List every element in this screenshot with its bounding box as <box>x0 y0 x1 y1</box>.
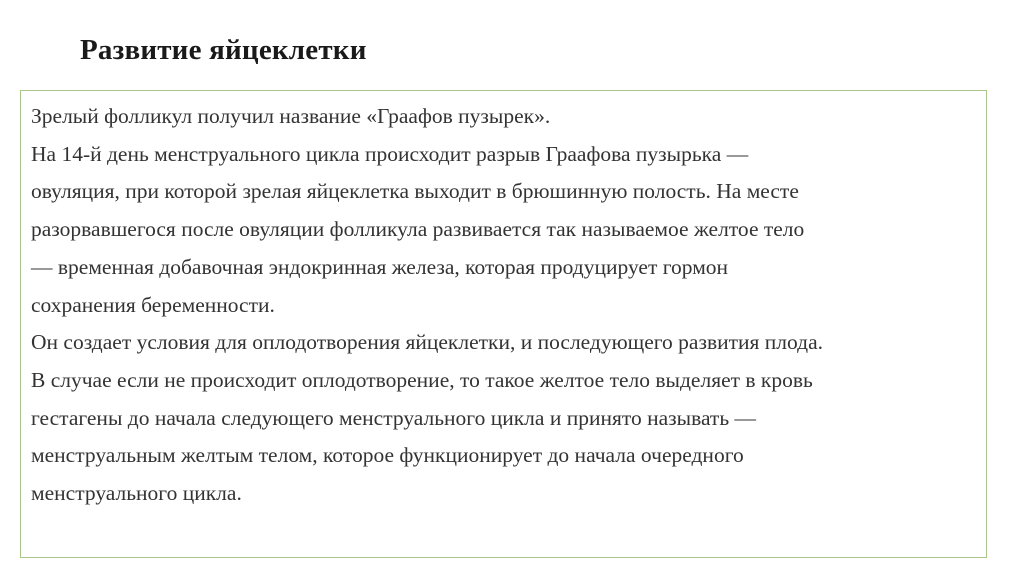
text-line: Зрелый фолликул получил название «Граафов пузырек». <box>31 104 551 128</box>
text-line: Он создает условия для оплодотворения яйцеклетки, и последующего развития плода. <box>31 330 824 355</box>
text-line: менструального цикла. <box>31 481 242 506</box>
text-line: сохранения беременности. <box>31 292 275 317</box>
content-box <box>20 90 987 558</box>
text-line: — временная добавочная эндокринная железа, которая продуцирует гормон <box>31 254 729 279</box>
text-line: На 14-й день менструального цикла происходит разрыв Граафова пузырька — <box>31 141 749 166</box>
text-line: гестагены до начала следующего менструального цикла и принято называть — <box>31 405 757 430</box>
text-line: разорвавшегося после овуляции фолликула развивается так называемое желтое тело <box>31 217 805 242</box>
text-line: менструальным желтым телом, которое функционирует до начала очередного <box>31 443 744 468</box>
text-line: овуляция, при которой зрелая яйцеклетка выходит в брюшинную полость. На месте <box>31 179 799 204</box>
text-line: В случае если не происходит оплодотворение, то такое желтое тело выделяет в кровь <box>31 367 813 392</box>
slide-title: Развитие яйцеклетки <box>80 34 367 66</box>
